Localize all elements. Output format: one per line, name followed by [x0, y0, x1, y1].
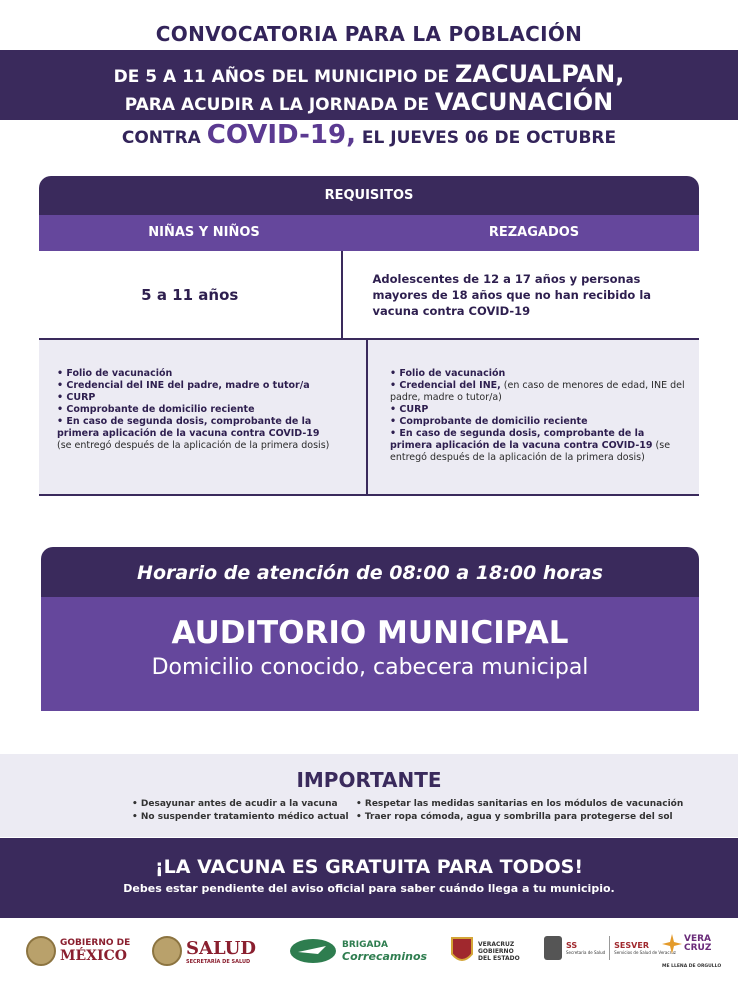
docs-left-item: • Credencial del INE del padre, madre o tutor/a — [57, 380, 310, 391]
age-right: Adolescentes de 12 a 17 años y personas mayores de 18 años que no han recibido la vacuna contra COVID-19 — [372, 271, 652, 318]
title-bottom — [0, 120, 738, 150]
gob-line1: GOBIERNO DE — [60, 938, 131, 948]
sesver-sub: Servicios de Salud de Veracruz — [614, 950, 676, 955]
docs-right — [368, 340, 699, 494]
requisitos-title: REQUISITOS — [39, 176, 699, 215]
logo-divider — [609, 936, 610, 960]
veracruz-line1: VERACRUZ — [478, 940, 515, 948]
docs-right-item: • Folio de vacunación — [390, 368, 506, 379]
ss-text: SS — [566, 941, 578, 950]
free-vaccine-banner — [0, 838, 738, 918]
title-line2: DE 5 A 11 AÑOS DEL MUNICIPIO DE — [113, 67, 455, 87]
veracruz-star-icon — [662, 934, 682, 954]
correcaminos-bird-icon — [288, 936, 338, 966]
sesver-text: SESVER — [614, 941, 649, 950]
logos-bar — [0, 930, 738, 980]
horario-box — [41, 547, 699, 711]
importante-section — [0, 754, 738, 837]
title-band — [0, 50, 738, 120]
requisitos-header-row — [39, 215, 699, 251]
gob-line2: MÉXICO — [60, 948, 127, 964]
age-row — [39, 251, 699, 340]
docs-row — [39, 340, 699, 496]
importante-list-left — [132, 798, 349, 824]
docs-right-ine-note: (en caso de menores de edad, INE del padre, madre o tutor/a) — [390, 380, 685, 403]
salud-seal-icon — [152, 936, 182, 966]
importante-item: • No suspender tratamiento médico actual — [132, 812, 349, 822]
ss-sub: Secretaría de Salud — [566, 950, 606, 955]
requisitos-table — [39, 176, 699, 496]
venue-address: Domicilio conocido, cabecera municipal — [151, 655, 589, 680]
docs-left-item: • En caso de segunda dosis, comprobante de la primera aplicación de la vacuna contra COVID-19 — [57, 416, 320, 439]
veracruz-shield-icon — [450, 936, 474, 966]
docs-right-dosis: • En caso de segunda dosis, comprobante de la primera aplicación de la vacuna contra COVID-19 — [390, 428, 653, 451]
docs-right-ine: • Credencial del INE, — [390, 380, 501, 391]
vacunacion-word: VACUNACIÓN — [434, 88, 614, 116]
venue-box — [41, 597, 699, 711]
age-left: 5 a 11 años — [39, 251, 343, 338]
importante-item: • Respetar las medidas sanitarias en los módulos de vacunación — [356, 799, 684, 809]
importante-list-right — [356, 798, 683, 824]
veracruz-line3: DEL ESTADO — [478, 954, 520, 962]
logo-vera-cruz — [662, 934, 711, 954]
docs-right-dosis-note: (se entregó después de la aplicación de la primera dosis) — [390, 440, 671, 463]
docs-right-item: • CURP — [390, 404, 429, 415]
docs-left-item: • CURP — [57, 392, 96, 403]
logo-ss-sesver — [544, 936, 676, 960]
salud-text: SALUD — [186, 937, 256, 959]
logo-gobierno-mexico — [26, 936, 130, 966]
title-line3: PARA ACUDIR A LA JORNADA DE — [124, 95, 435, 115]
notice-text: Debes estar pendiente del aviso oficial para saber cuándo llega a tu municipio. — [123, 882, 615, 895]
free-vaccine-title: ¡LA VACUNA ES GRATUITA PARA TODOS! — [154, 856, 584, 878]
covid-word: COVID-19, — [206, 120, 356, 150]
importante-title: IMPORTANTE — [296, 768, 442, 792]
col-rezagados: REZAGADOS — [488, 225, 580, 240]
vera-sub: ME LLENA DE ORGULLO — [662, 964, 722, 969]
contra-word: CONTRA — [121, 128, 207, 148]
col-ninas-ninos: NIÑAS Y NIÑOS — [148, 225, 260, 240]
title-top: CONVOCATORIA PARA LA POBLACIÓN — [155, 22, 583, 46]
logo-brigada — [288, 936, 427, 966]
mexico-seal-icon — [26, 936, 56, 966]
date-text: EL JUEVES 06 DE OCTUBRE — [355, 128, 617, 148]
horario-text: Horario de atención de 08:00 a 18:00 horas — [41, 547, 699, 597]
venue-name: AUDITORIO MUNICIPAL — [171, 615, 569, 651]
salud-sub: SECRETARÍA DE SALUD — [186, 958, 251, 965]
logo-veracruz — [450, 936, 520, 966]
docs-right-item — [390, 380, 687, 404]
correcaminos-text: Correcaminos — [342, 949, 428, 963]
docs-left-note: (se entregó después de la aplicación de la primera dosis) — [57, 440, 330, 451]
docs-left — [39, 340, 368, 494]
docs-left-item: • Comprobante de domicilio reciente — [57, 404, 255, 415]
docs-right-item — [390, 428, 687, 464]
ss-icon — [544, 936, 562, 960]
vera-text: VERA — [684, 934, 712, 944]
docs-right-item: • Comprobante de domicilio reciente — [390, 416, 588, 427]
brigada-text: BRIGADA — [342, 939, 388, 950]
importante-item: • Desayunar antes de acudir a la vacuna — [132, 799, 338, 809]
docs-left-item: • Folio de vacunación — [57, 368, 173, 379]
logo-salud — [152, 936, 256, 966]
municipio: ZACUALPAN, — [455, 60, 625, 88]
importante-item: • Traer ropa cómoda, agua y sombrilla para protegerse del sol — [356, 812, 673, 822]
cruz-text: CRUZ — [684, 943, 712, 953]
veracruz-line2: GOBIERNO — [478, 947, 514, 955]
